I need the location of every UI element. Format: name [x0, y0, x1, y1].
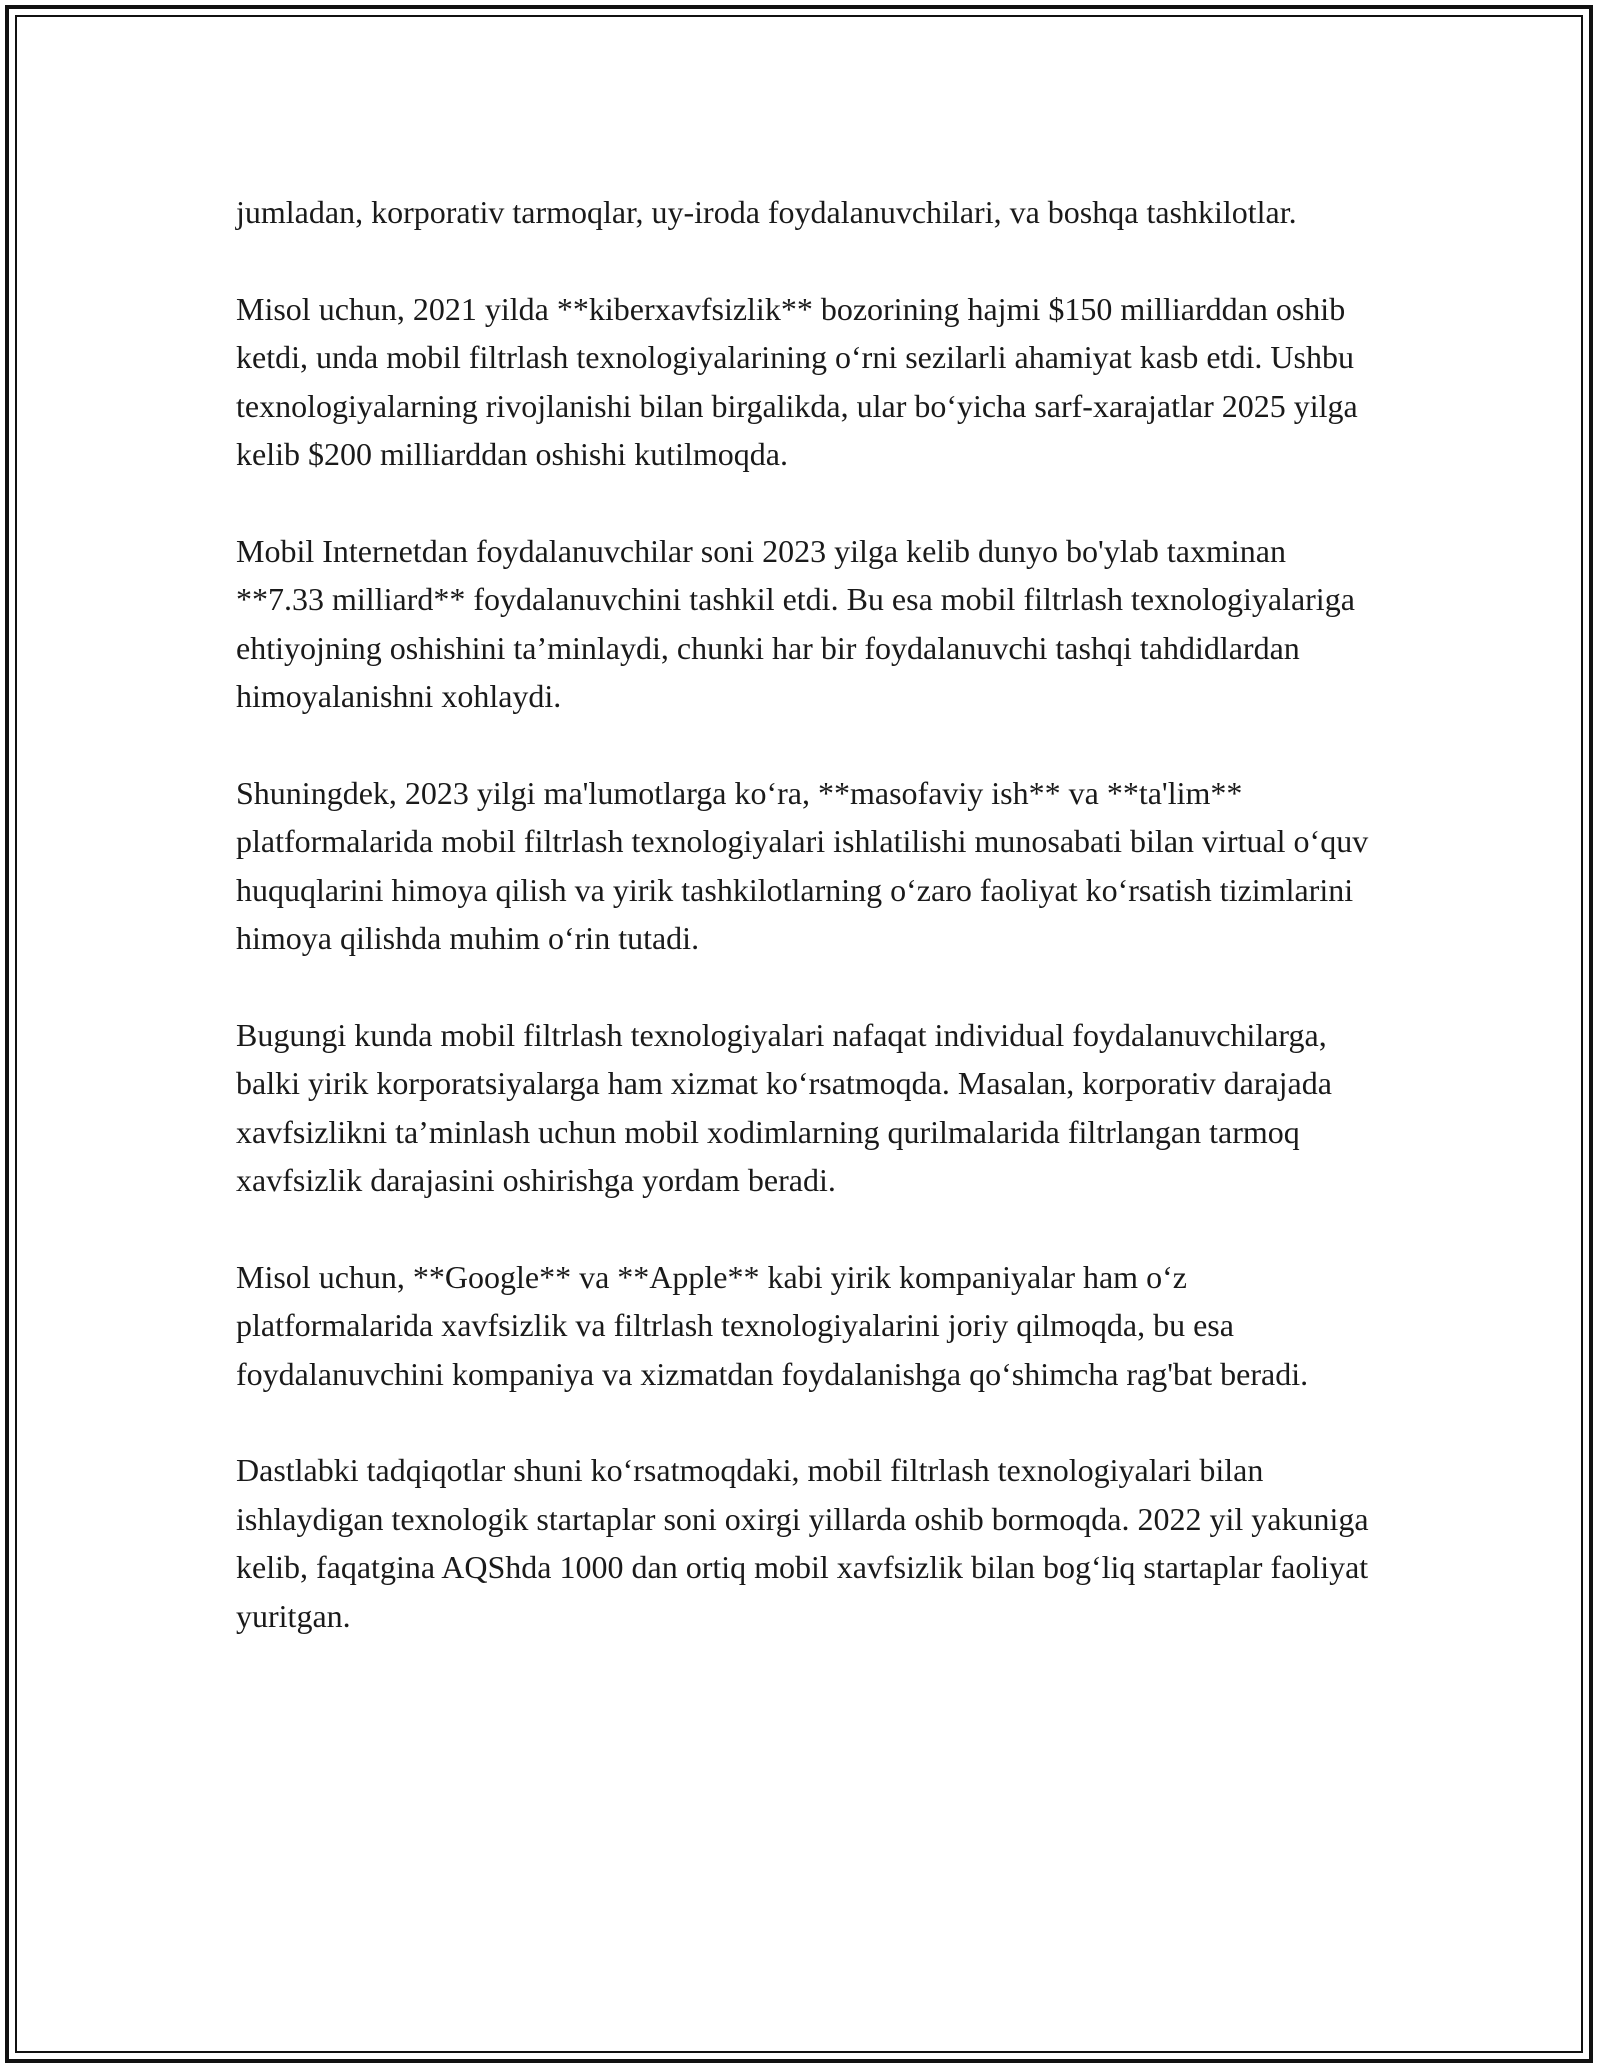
document-body	[236, 188, 1372, 1640]
paragraph-4: Shuningdek, 2023 yilgi ma'lumotlarga ko‘ra, **masofaviy ish** va **ta'lim** platformalarida mobil filtrlash texnologiyalari ishlatilishi munosabati bilan virtual o‘quv huquqlarini himoya qilish va yirik tashkilotlarning o‘zaro faoliyat ko‘rsatish tizimlarini himoya qilishda muhim o‘rin tutadi.	[236, 774, 1369, 956]
paragraph-5: Bugungi kunda mobil filtrlash texnologiyalari nafaqat individual foydalanuvchilarga, balki yirik korporatsiyalarga ham xizmat ko‘rsatmoqda. Masalan, korporativ darajada xavfsizlikni ta’minlash uchun mobil xodimlarning qurilmalarida filtrlangan tarmoq xavfsizlik darajasini oshirishga yordam beradi.	[236, 1016, 1332, 1198]
paragraph-2: Misol uchun, 2021 yilda **kiberxavfsizlik** bozorining hajmi $150 milliarddan oshib ketdi, unda mobil filtrlash texnologiyalarining o‘rni sezilarli ahamiyat kasb etdi. Ushbu texnologiyalarning rivojlanishi bilan birgalikda, ular bo‘yicha sarf-xarajatlar 2025 yilga kelib $200 milliarddan oshishi kutilmoqda.	[236, 290, 1358, 472]
paragraph-7: Dastlabki tadqiqotlar shuni ko‘rsatmoqdaki, mobil filtrlash texnologiyalari bilan ishlaydigan texnologik startaplar soni oxirgi yillarda oshib bormoqda. 2022 yil yakuniga kelib, faqatgina AQShda 1000 dan ortiq mobil xavfsizlik bilan bog‘liq startaplar faoliyat yuritgan.	[236, 1452, 1369, 1634]
paragraph-1: jumladan, korporativ tarmoqlar, uy-iroda foydalanuvchilari, va boshqa tashkilotlar.	[236, 194, 1297, 230]
paragraph-6: Misol uchun, **Google** va **Apple** kabi yirik kompaniyalar ham o‘z platformalarida xavfsizlik va filtrlash texnologiyalarini joriy qilmoqda, bu esa foydalanuvchini kompaniya va xizmatdan foydalanishga qo‘shimcha rag'bat beradi.	[236, 1258, 1309, 1392]
paragraph-3: Mobil Internetdan foydalanuvchilar soni 2023 yilga kelib dunyo bo'ylab taxminan **7.33 milliard** foydalanuvchini tashkil etdi. Bu esa mobil filtrlash texnologiyalariga ehtiyojning oshishini ta’minlaydi, chunki har bir foydalanuvchi tashqi tahdidlardan himoyalanishni xohlaydi.	[236, 532, 1355, 714]
